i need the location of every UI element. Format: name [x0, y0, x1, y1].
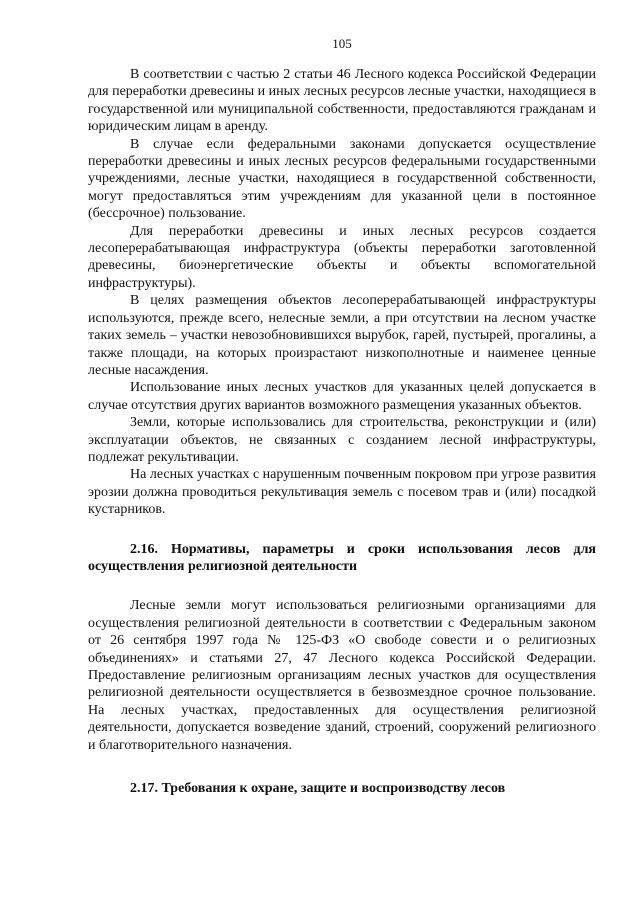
document-page: [88, 36, 596, 797]
spacer: [88, 575, 596, 597]
spacer: [88, 754, 596, 780]
section-heading-2-17: 2.17. Требования к охране, защите и воспроизводству лесов: [130, 781, 506, 797]
paragraph: Использование иных лесных участков для указанных целей допускается в случае отсутствия других вариантов возможного размещения указанных объектов.: [88, 380, 596, 413]
spacer: [88, 519, 596, 541]
paragraph: Земли, которые использовались для строительства, реконструкции и (или) эксплуатации объектов, не связанных с созданием лесной инфраструктуры, подлежат рекультивации.: [88, 415, 596, 465]
paragraph: В целях размещения объектов лесоперерабатывающей инфраструктуры используются, прежде всего, нелесные земли, а при отсутствии на лесном участке таких земель – участки невозобновившихся вырубок, гарей, пустырей, прогалины, а также площади, на которых произрастают низкополнотные и наименее ценные лесные насаждения.: [88, 293, 596, 378]
paragraph: На лесных участках с нарушенным почвенным покровом при угрозе развития эрозии должна проводиться рекультивация земель с посевом трав и (или) посадкой кустарников.: [88, 467, 596, 518]
section-heading-2-16: 2.16. Нормативы, параметры и сроки использования лесов для осуществления религиозной деятельности: [88, 541, 596, 574]
paragraph: В соответствии с частью 2 статьи 46 Лесного кодекса Российской Федерации для переработки древесины и иных лесных ресурсов лесные участки, находящиеся в государственной или муниципальной собственности, предоставляются гражданам и юридическим лицам в аренду.: [88, 67, 596, 135]
paragraph: Для переработки древесины и иных лесных ресурсов создается лесоперерабатывающая инфраструктура (объекты переработки заготовленной древесины, биоэнергетические объекты и объекты вспомогательной инфраструктуры).: [88, 223, 596, 291]
paragraph: Лесные земли могут использоваться религиозными организациями для осуществления религиозной деятельности в соответствии с Федеральным законом от 26 сентября 1997 года № 125-ФЗ «О свободе совести и о религиозных объединениях» и статьями 27, 47 Лесного кодекса Российской Федерации. Предоставление религиозным организациям лесных участков для осуществления религиозной деятельности осуществляется в безвозмездное срочное пользование. На лесных участках, предоставленных для осуществления религиозной деятельности, допускается возведение зданий, строений, сооружений религиозного и благотворительного назначения.: [88, 598, 596, 753]
paragraph: В случае если федеральными законами допускается осуществление переработки древесины и иных лесных ресурсов федеральными государственными учреждениями, лесные участки, находящиеся в государственной собственности, могут предоставляться этим учреждениям для указанной цели в постоянное (бессрочное) пользование.: [88, 136, 596, 222]
page-number: 105: [332, 36, 352, 51]
